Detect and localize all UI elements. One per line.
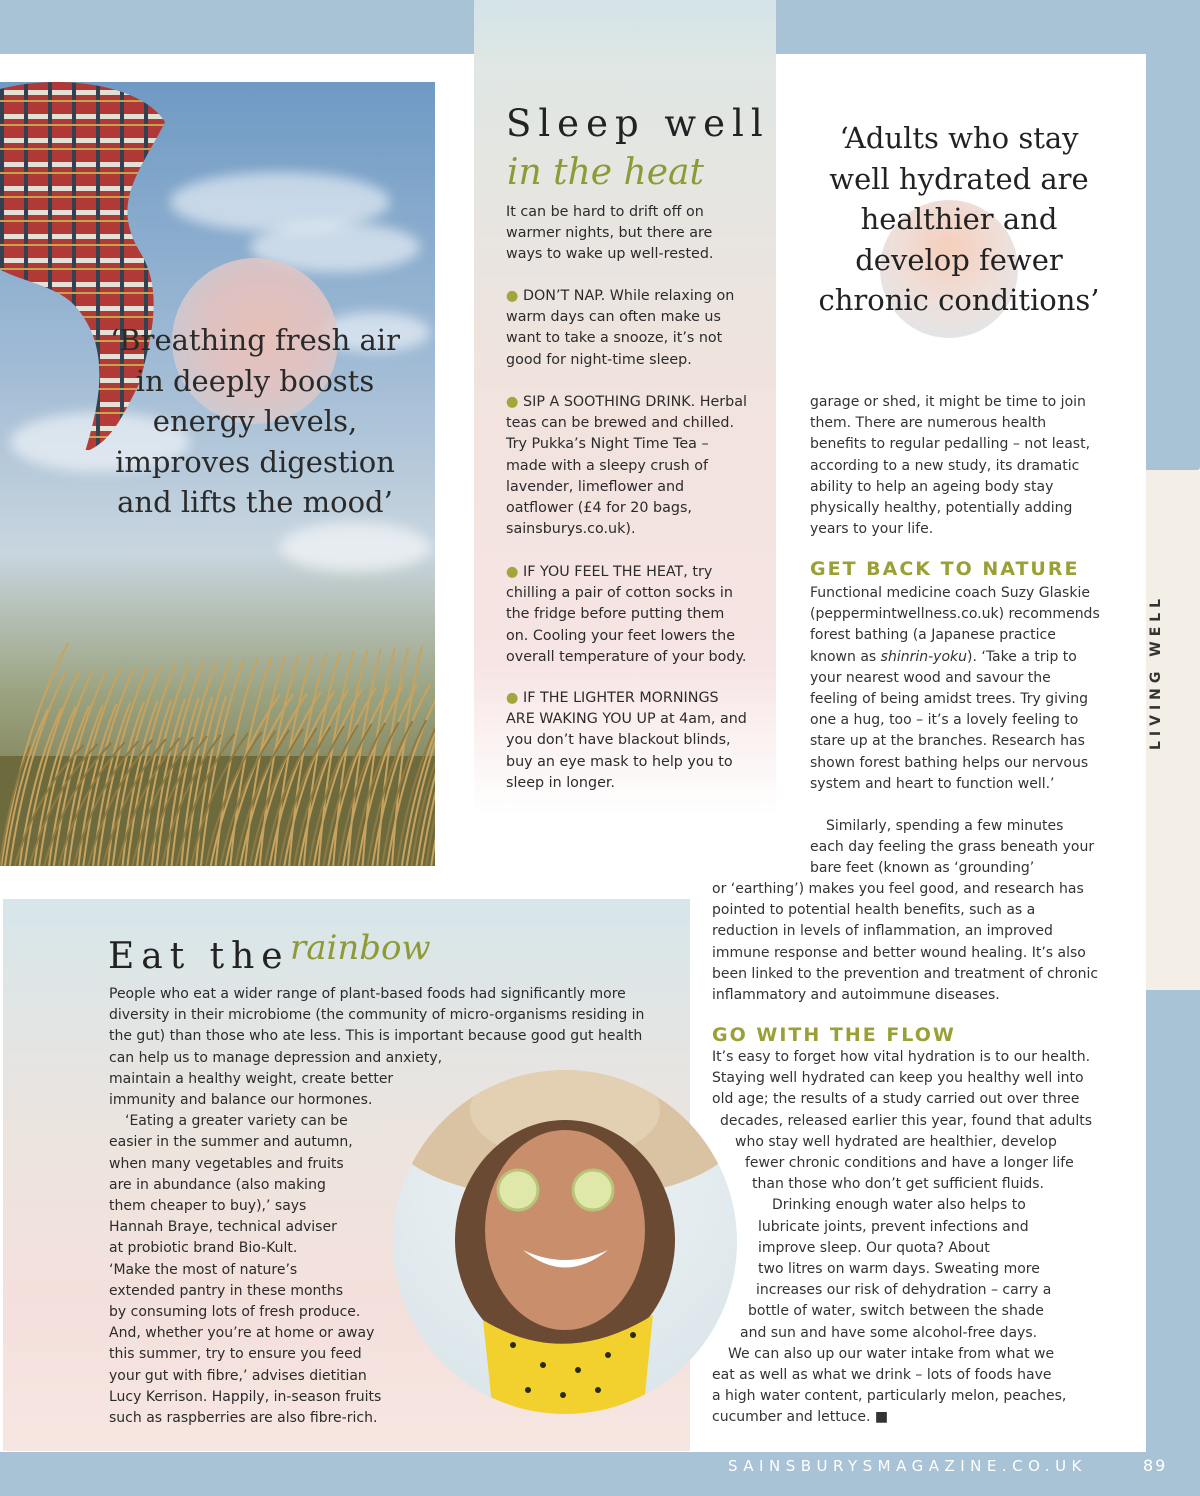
rainbow-line: this summer, try to ensure you feed [109, 1346, 362, 1363]
rainbow-line: Hannah Braye, technical adviser [109, 1219, 337, 1236]
flow-line: lubricate joints, prevent infections and [758, 1218, 1029, 1235]
sleep-title: Sleep well [506, 102, 770, 145]
pull-quote-hydrated: ‘Adults who stay well hydrated are healthier and develop fewer chronic conditions’ [818, 121, 1100, 317]
bullet-dot-icon: ● [506, 288, 524, 304]
section-label: LIVING WELL [1148, 593, 1164, 750]
nature-paragraph-2a: Similarly, spending a few minutes each day feeling the grass beneath your bare feet (known as ‘grounding’ [810, 818, 1095, 877]
rainbow-line: Lucy Kerrison. Happily, in-season fruits [109, 1388, 382, 1405]
rainbow-line: such as raspberries are also fibre-rich. [109, 1410, 378, 1426]
footer-url: SAINSBURYSMAGAZINE.CO.UK [728, 1457, 1087, 1475]
bullet-dot-icon: ● [506, 564, 524, 580]
heading-get-back-to-nature: GET BACK TO NATURE [810, 558, 1080, 580]
eat-title: Eat the [108, 936, 290, 977]
rainbow-line: easier in the summer and autumn, [109, 1134, 353, 1151]
rainbow-line: them cheaper to buy),’ says [109, 1198, 307, 1214]
rainbow-line: when many vegetables and fruits [109, 1155, 344, 1172]
flow-line: improve sleep. Our quota? About [758, 1239, 990, 1256]
flow-line: decades, released earlier this year, found that adults [720, 1112, 1093, 1129]
heading-go-with-the-flow: GO WITH THE FLOW [712, 1024, 956, 1046]
rainbow-line: And, whether you’re at home or away [109, 1325, 375, 1342]
flow-line: eat as well as what we drink – lots of foods have [712, 1367, 1052, 1383]
rainbow-line: are in abundance (also making [109, 1176, 326, 1193]
flow-line: two litres on warm days. Sweating more [758, 1261, 1040, 1277]
flow-line: old age; the results of a study carried out over three [712, 1091, 1080, 1108]
rainbow-line: extended pantry in these months [109, 1282, 344, 1299]
nature-paragraph-2b: or ‘earthing’) makes you feel good, and research has pointed to potential health benefits, such as a reduction in levels of inflammation, an improved immune response and better wound healing. It’s also been linked to the prevention and treatment of chronic inflammatory and autoimmune diseases. [712, 881, 1099, 1004]
flow-line: a high water content, particularly melon, peaches, [712, 1388, 1067, 1405]
sleep-tip-3: ● IF YOU FEEL THE HEAT, try chilling a pair of cotton socks in the fridge before putting them on. Cooling your feet lowers the overall temperature of your body. [506, 564, 747, 665]
sleep-subtitle: in the heat [507, 152, 704, 193]
top-strip [474, 0, 776, 54]
page-number: 89 [1143, 1456, 1168, 1475]
flow-line: than those who don’t get sufficient fluids. [752, 1176, 1044, 1193]
woman-cucumber-photo [393, 1070, 737, 1414]
flow-line: It’s easy to forget how vital hydration is to our health. [712, 1049, 1091, 1065]
sleep-tip-4: ● IF THE LIGHTER MORNINGS ARE WAKING YOU UP at 4am, and you don’t have blackout blinds, buy an eye mask to help you to sleep in longer. [506, 690, 747, 791]
flow-line: We can also up our water intake from what we [728, 1345, 1055, 1362]
rainbow-line: by consuming lots of fresh produce. [109, 1304, 361, 1320]
flow-line: bottle of water, switch between the shade [748, 1303, 1044, 1320]
flow-line: Staying well hydrated can keep you healthy well into [712, 1070, 1084, 1087]
dune-grass-graphic [0, 606, 435, 866]
sleep-tip-2: ● SIP A SOOTHING DRINK. Herbal teas can be brewed and chilled. Try Pukka’s Night Time Tea – made with a sleepy crush of lavender, limeflower and oatflower (£4 for 20 bags, sainsburys.co.uk). [506, 394, 747, 538]
flow-line: cucumber and lettuce. ■ [712, 1409, 889, 1426]
flow-line: who stay well hydrated are healthier, develop [735, 1133, 1057, 1150]
rainbow-line: at probiotic brand Bio-Kult. [109, 1240, 298, 1257]
flow-line: and sun and have some alcohol-free days. [740, 1324, 1038, 1341]
rainbow-line: maintain a healthy weight, create better [109, 1070, 394, 1087]
cycling-continued: garage or shed, it might be time to join them. There are numerous health benefits to regular pedalling – not least, according to a new study, its dramatic ability to help an ageing body stay physically healthy, potentially adding years to your life. [810, 394, 1091, 538]
rainbow-line: ‘Make the most of nature’s [109, 1261, 298, 1278]
sleep-tip-1: ● DON’T NAP. While relaxing on warm days can often make us want to take a snooze, it’s not good for night-time sleep. [506, 288, 735, 368]
eat-script-subtitle: rainbow [290, 928, 431, 968]
rainbow-line: People who eat a wider range of plant-based foods had significantly more [109, 986, 626, 1002]
flow-line: Drinking enough water also helps to [772, 1197, 1026, 1214]
rainbow-line: immunity and balance our hormones. [109, 1092, 373, 1108]
rainbow-line: diversity in their microbiome (the community of micro-organisms residing in [109, 1007, 645, 1024]
rainbow-line: can help us to manage depression and anxiety, [109, 1049, 443, 1066]
flow-line: fewer chronic conditions and have a longer life [745, 1155, 1074, 1171]
rainbow-line: ‘Eating a greater variety can be [125, 1113, 348, 1130]
flow-line: increases our risk of dehydration – carry a [756, 1282, 1052, 1299]
bullet-dot-icon: ● [506, 394, 524, 410]
pull-quote-breathing: ‘Breathing fresh air in deeply boosts energy levels, improves digestion and lifts the mood’ [110, 323, 400, 519]
rainbow-line: your gut with fibre,’ advises dietitian [109, 1367, 367, 1384]
bullet-dot-icon: ● [506, 690, 524, 706]
sleep-intro: It can be hard to drift off on warmer nights, but there are ways to wake up well-rested. [506, 204, 714, 263]
rainbow-line: the gut) than those who ate less. This is important because good gut health [109, 1028, 643, 1045]
nature-paragraph-1: Functional medicine coach Suzy Glaskie (peppermintwellness.co.uk) recommends forest bathing (a Japanese practice known as shinrin-yoku). ‘Take a trip to your nearest wood and savour the feeling of being amidst trees. Try giving one a hug, too – it’s a lovely feeling to stare up at the branches. Research has shown forest bathing helps our nervous system and heart to function well.’ [810, 585, 1100, 792]
